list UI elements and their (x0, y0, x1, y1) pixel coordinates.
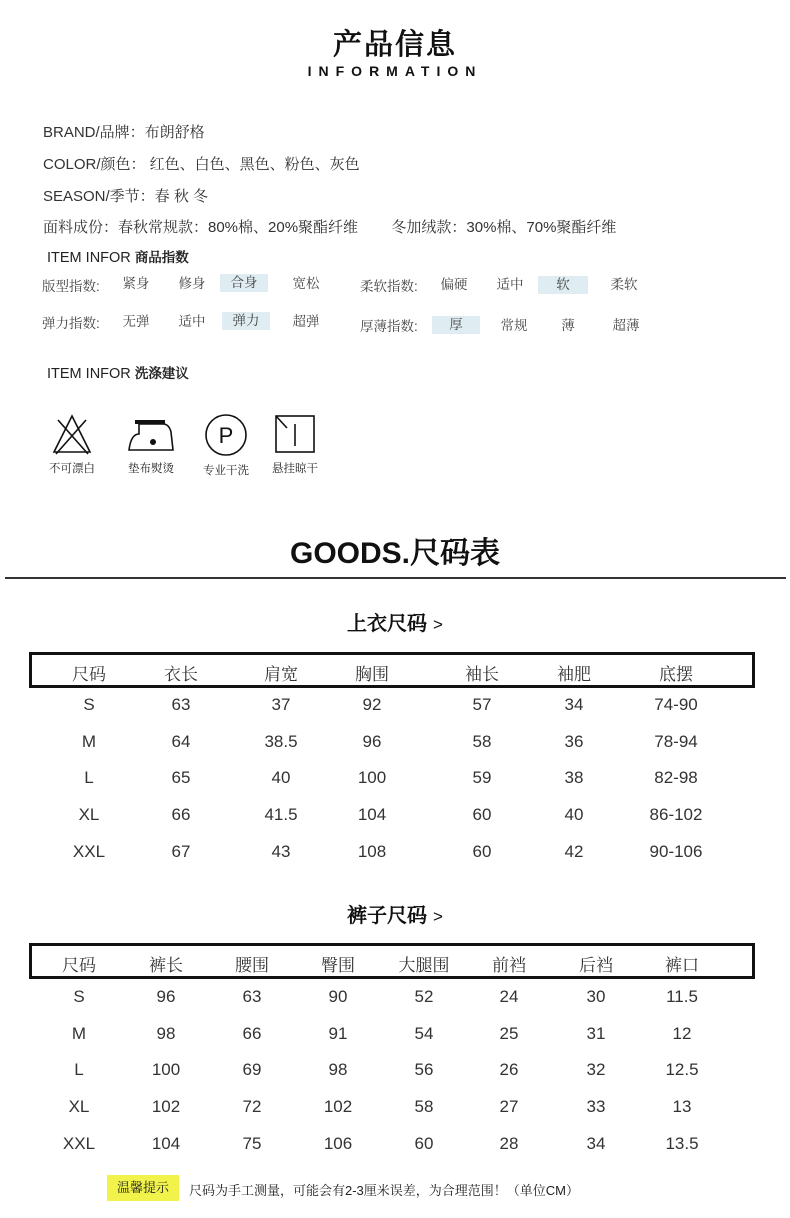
pants_size-cell: 52 (414, 987, 434, 1006)
pants_size-cell: 33 (586, 1097, 606, 1116)
pants_size-cell: XXL (62, 1134, 96, 1153)
top_size-header-cell: 底摆 (659, 665, 693, 684)
pants_size-cell: 63 (242, 987, 262, 1006)
top_size-cell: 41.5 (264, 805, 298, 824)
top_size-header-cell: 袖肥 (557, 665, 591, 684)
pants_size-cell: 58 (414, 1097, 434, 1116)
top_size-cell: 64 (171, 732, 191, 751)
top_size-header-cell: 胸围 (355, 665, 389, 684)
elasticity-option-medium: 适中 (178, 314, 206, 329)
index-section-prefix: ITEM INFOR (47, 250, 135, 266)
care-iron-with-cloth (116, 412, 186, 476)
fit-index-label: 版型指数: (42, 279, 100, 294)
softness-index-label: 柔软指数: (360, 279, 418, 294)
top_size-header-cell: 尺码 (72, 665, 106, 684)
pants_size-cell: 30 (586, 987, 606, 1006)
top_size-cell: 74-90 (654, 695, 698, 714)
pants_size-cell: XL (68, 1097, 90, 1116)
pants_size-cell: 98 (156, 1024, 176, 1043)
top_size-cell: M (81, 732, 97, 751)
season-line: SEASON/季节：春 秋 冬 (43, 188, 209, 205)
professional-dry-clean-icon (203, 412, 249, 458)
top_size-cell: 78-94 (654, 732, 698, 751)
pants-size-arrow-icon: > (433, 907, 443, 926)
top_size-cell: 63 (171, 695, 191, 714)
pants_size-cell: S (73, 987, 85, 1006)
pants_size-cell: 102 (323, 1097, 353, 1116)
top-size-title (0, 607, 790, 636)
size-chart-title: GOODS.尺码表 (289, 537, 500, 570)
pants-size-title (0, 899, 790, 928)
thickness-option-thin: 薄 (561, 318, 575, 333)
pants_size-cell: 13 (672, 1097, 692, 1116)
pants_size-header-cell: 尺码 (62, 956, 96, 975)
top_size-cell: 100 (357, 768, 387, 787)
top_size-cell: 38 (564, 768, 584, 787)
pants_size-cell: 28 (499, 1134, 519, 1153)
pants_size-cell: 98 (328, 1060, 348, 1079)
top_size-cell: 34 (564, 695, 584, 714)
top_size-cell: 40 (271, 768, 291, 787)
fit-option-tight: 紧身 (122, 276, 150, 291)
thickness-option-regular: 常规 (500, 318, 528, 333)
top_size-cell: 66 (171, 805, 191, 824)
top_size-cell: 38.5 (264, 732, 298, 751)
pants_size-header-cell: 前裆 (492, 956, 526, 975)
care-label-no-bleach: 不可漂白 (49, 463, 95, 475)
pants_size-cell: 26 (499, 1060, 519, 1079)
wash-section-name: 洗涤建议 (134, 366, 189, 381)
pants_size-cell: 24 (499, 987, 519, 1006)
pants_size-cell: 72 (242, 1097, 262, 1116)
top_size-cell: 90-106 (649, 842, 703, 861)
pants_size-cell: 106 (323, 1134, 353, 1153)
top_size-header-cell: 衣长 (164, 665, 198, 684)
pants_size-header-cell: 臀围 (321, 956, 355, 975)
brand-line: BRAND/品牌：布朗舒格 (43, 124, 205, 141)
top_size-cell: 104 (357, 805, 387, 824)
elasticity-index-label: 弹力指数: (42, 316, 100, 331)
top_size-cell: 59 (472, 768, 492, 787)
pants_size-cell: 27 (499, 1097, 519, 1116)
top_size-cell: 86-102 (649, 805, 703, 824)
top_size-cell: 43 (271, 842, 291, 861)
top_size-cell: 65 (171, 768, 191, 787)
pants_size-header-cell: 大腿围 (398, 956, 450, 975)
pants_size-cell: 66 (242, 1024, 262, 1043)
fit-option-loose: 宽松 (292, 276, 320, 291)
care-label-iron-with-cloth: 垫布熨烫 (128, 463, 174, 475)
top_size-cell: XL (78, 805, 100, 824)
top_size-cell: 96 (362, 732, 382, 751)
pants_size-cell: 60 (414, 1134, 434, 1153)
care-hang-dry (260, 412, 330, 476)
pants_size-cell: 32 (586, 1060, 606, 1079)
top-size-table-header (29, 652, 755, 688)
pants_size-header-cell: 后裆 (579, 956, 613, 975)
wash-section-heading (47, 362, 189, 382)
top_size-cell: 57 (472, 695, 492, 714)
index-section-name: 商品指数 (134, 250, 189, 265)
svg-text:P: P (218, 423, 234, 448)
tip-text: 尺码为手工测量，可能会有2-3厘米误差，为合理范围！（单位CM） (189, 1183, 580, 1198)
top_size-cell: 37 (271, 695, 291, 714)
softness-option-very-soft: 柔软 (610, 277, 638, 292)
softness-option-soft-selected: 软 (538, 276, 588, 294)
pants_size-cell: 75 (242, 1134, 262, 1153)
fit-option-regular-selected: 合身 (220, 274, 268, 292)
top_size-cell: 67 (171, 842, 191, 861)
top_size-cell: 82-98 (654, 768, 698, 787)
pants_size-cell: 11.5 (666, 987, 698, 1006)
top_size-cell: XXL (72, 842, 106, 861)
pants_size-header-cell: 裤口 (665, 956, 699, 975)
top_size-cell: 36 (564, 732, 584, 751)
pants_size-cell: 34 (586, 1134, 606, 1153)
fit-option-slim: 修身 (178, 276, 206, 291)
care-label-hang-dry: 悬挂晾干 (272, 463, 318, 475)
top_size-cell: 60 (472, 805, 492, 824)
pants-size-table-header (29, 943, 755, 979)
pants_size-cell: 25 (499, 1024, 519, 1043)
top-size-title-text: 上衣尺码 (347, 613, 428, 635)
pants_size-cell: 54 (414, 1024, 434, 1043)
pants-size-title-text: 裤子尺码 (347, 905, 428, 927)
top_size-cell: 60 (472, 842, 492, 861)
top-size-arrow-icon: > (433, 615, 443, 634)
pants_size-cell: 69 (242, 1060, 262, 1079)
page-title: 产品信息 (332, 29, 457, 61)
pants_size-header-cell: 裤长 (149, 956, 183, 975)
fabric-line: 面料成份：春秋常规款：80%棉、20%聚酯纤维 冬加绒款：30%棉、70%聚酯纤维 (43, 219, 617, 236)
pants_size-cell: L (74, 1060, 84, 1079)
top_size-cell: 92 (362, 695, 382, 714)
divider (5, 577, 786, 579)
pants_size-cell: 13.5 (665, 1134, 699, 1153)
thickness-option-thick-selected: 厚 (432, 316, 480, 334)
thickness-index-label: 厚薄指数: (360, 319, 418, 334)
pants_size-cell: 56 (414, 1060, 434, 1079)
no-bleach-icon (50, 412, 94, 456)
care-no-bleach (37, 412, 107, 476)
softness-option-hard: 偏硬 (440, 277, 468, 292)
elasticity-option-elastic-selected: 弹力 (222, 312, 270, 330)
top_size-cell: 42 (564, 842, 584, 861)
iron-with-cloth-icon (125, 412, 177, 456)
pants_size-cell: 96 (156, 987, 176, 1006)
index-section-heading (47, 246, 189, 266)
elasticity-option-none: 无弹 (122, 314, 150, 329)
pants_size-cell: 12 (672, 1024, 692, 1043)
thickness-option-very-thin: 超薄 (612, 318, 640, 333)
top_size-cell: S (83, 695, 95, 714)
pants_size-cell: 102 (151, 1097, 181, 1116)
wash-section-prefix: ITEM INFOR (47, 366, 135, 382)
tip-badge: 温馨提示 (107, 1175, 179, 1201)
pants_size-cell: 100 (151, 1060, 181, 1079)
pants_size-cell: M (71, 1024, 87, 1043)
pants_size-header-cell: 腰围 (235, 956, 269, 975)
softness-option-medium: 适中 (496, 277, 524, 292)
top_size-cell: 108 (357, 842, 387, 861)
elasticity-option-super: 超弹 (292, 314, 320, 329)
pants_size-cell: 90 (328, 987, 348, 1006)
color-line: COLOR/颜色： 红色、白色、黑色、粉色、灰色 (43, 156, 360, 173)
top_size-header-cell: 袖长 (465, 665, 499, 684)
page-subtitle: INFORMATION (307, 63, 483, 79)
top_size-header-cell: 肩宽 (264, 665, 298, 684)
top_size-cell: 58 (472, 732, 492, 751)
top_size-cell: L (84, 768, 94, 787)
care-professional-dry-clean (191, 412, 261, 478)
pants_size-cell: 91 (328, 1024, 348, 1043)
pants_size-cell: 31 (586, 1024, 606, 1043)
pants_size-cell: 12.5 (665, 1060, 699, 1079)
pants_size-cell: 104 (151, 1134, 181, 1153)
top_size-cell: 40 (564, 805, 584, 824)
care-label-dry-clean: 专业干洗 (203, 465, 249, 477)
hang-dry-icon (273, 412, 317, 456)
